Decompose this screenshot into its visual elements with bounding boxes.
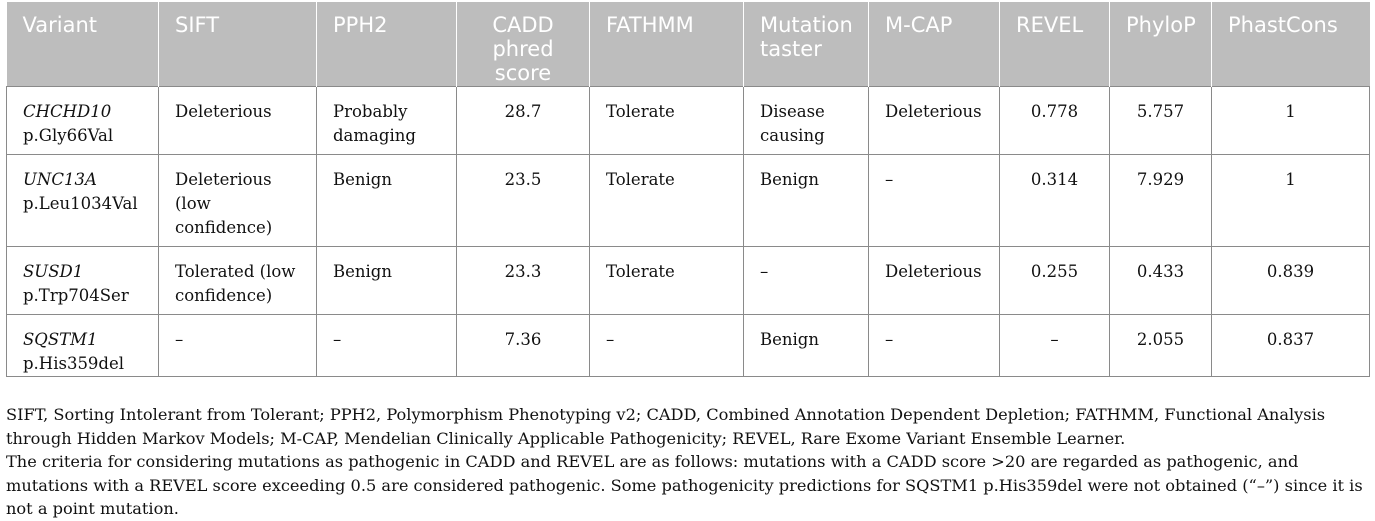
header-fathmm: FATHMM: [590, 2, 744, 86]
table-footnotes: [6, 403, 1369, 521]
phylop-cell: 5.757: [1110, 86, 1212, 154]
fathmm-cell: –: [590, 314, 744, 376]
mcap-cell: –: [869, 314, 1000, 376]
sift-cell: Tolerated (low confidence): [159, 246, 317, 314]
table-row: [7, 314, 1370, 376]
phastcons-cell: 0.837: [1212, 314, 1370, 376]
revel-cell: –: [1000, 314, 1110, 376]
variant-cell: [7, 246, 159, 314]
protein-change: p.Trp704Ser: [23, 285, 129, 305]
header-phylop: PhyloP: [1110, 2, 1212, 86]
mcap-cell: Deleterious: [869, 246, 1000, 314]
gene-name: SQSTM1: [23, 329, 98, 349]
protein-change: p.His359del: [23, 353, 125, 373]
variant-cell: [7, 86, 159, 154]
pph2-cell: Benign: [317, 246, 457, 314]
variant-cell: [7, 154, 159, 246]
phastcons-cell: 1: [1212, 154, 1370, 246]
table-row: [7, 246, 1370, 314]
mutation-taster-cell: Benign: [744, 154, 869, 246]
phastcons-cell: 0.839: [1212, 246, 1370, 314]
protein-change: p.Leu1034Val: [23, 193, 138, 213]
variant-table-container: [6, 2, 1369, 377]
variant-cell: [7, 314, 159, 376]
gene-name: UNC13A: [23, 169, 97, 189]
sift-cell: Deleterious: [159, 86, 317, 154]
abbreviations-footnote: SIFT, Sorting Intolerant from Tolerant; PPH2, Polymorphism Phenotyping v2; CADD, Combined Annotation Dependent Depletion; FATHMM, Functional Analysis through Hidden Markov Models; M-CAP, Mendelian Clinically Applicable Pathogenicity; REVEL, Rare Exome Variant Ensemble Learner.: [6, 405, 1326, 448]
header-cadd: CADD phred score: [457, 2, 590, 86]
gene-name: SUSD1: [23, 261, 84, 281]
header-pph2: PPH2: [317, 2, 457, 86]
header-mutation-taster: Mutation taster: [744, 2, 869, 86]
revel-cell: 0.778: [1000, 86, 1110, 154]
pph2-cell: Benign: [317, 154, 457, 246]
phylop-cell: 0.433: [1110, 246, 1212, 314]
protein-change: p.Gly66Val: [23, 125, 114, 145]
fathmm-cell: Tolerate: [590, 154, 744, 246]
header-mcap: M-CAP: [869, 2, 1000, 86]
mutation-taster-cell: –: [744, 246, 869, 314]
mutation-taster-cell: Benign: [744, 314, 869, 376]
mutation-taster-cell: Disease causing: [744, 86, 869, 154]
sift-cell: Deleterious (low confidence): [159, 154, 317, 246]
table-row: [7, 154, 1370, 246]
mcap-cell: –: [869, 154, 1000, 246]
header-variant: Variant: [7, 2, 159, 86]
gene-name: CHCHD10: [23, 101, 112, 121]
fathmm-cell: Tolerate: [590, 86, 744, 154]
cadd-cell: 23.3: [457, 246, 590, 314]
fathmm-cell: Tolerate: [590, 246, 744, 314]
phylop-cell: 2.055: [1110, 314, 1212, 376]
cadd-cell: 7.36: [457, 314, 590, 376]
pph2-cell: Probably damaging: [317, 86, 457, 154]
mcap-cell: Deleterious: [869, 86, 1000, 154]
criteria-footnote: The criteria for considering mutations as pathogenic in CADD and REVEL are as follows: mutations with a CADD score >20 are regarded as pathogenic, and mutations with a REVEL score exceeding 0.5 are considered pathogenic. Some pathogenicity predictions for SQSTM1 p.His359del were not obtained (“–”) since it is not a point mutation.: [6, 452, 1363, 518]
table-header-row: [7, 2, 1370, 86]
phylop-cell: 7.929: [1110, 154, 1212, 246]
revel-cell: 0.314: [1000, 154, 1110, 246]
phastcons-cell: 1: [1212, 86, 1370, 154]
header-sift: SIFT: [159, 2, 317, 86]
cadd-cell: 28.7: [457, 86, 590, 154]
table-row: [7, 86, 1370, 154]
pph2-cell: –: [317, 314, 457, 376]
cadd-cell: 23.5: [457, 154, 590, 246]
sift-cell: –: [159, 314, 317, 376]
header-phastcons: PhastCons: [1212, 2, 1370, 86]
header-revel: REVEL: [1000, 2, 1110, 86]
variant-prediction-table: [6, 2, 1370, 377]
revel-cell: 0.255: [1000, 246, 1110, 314]
